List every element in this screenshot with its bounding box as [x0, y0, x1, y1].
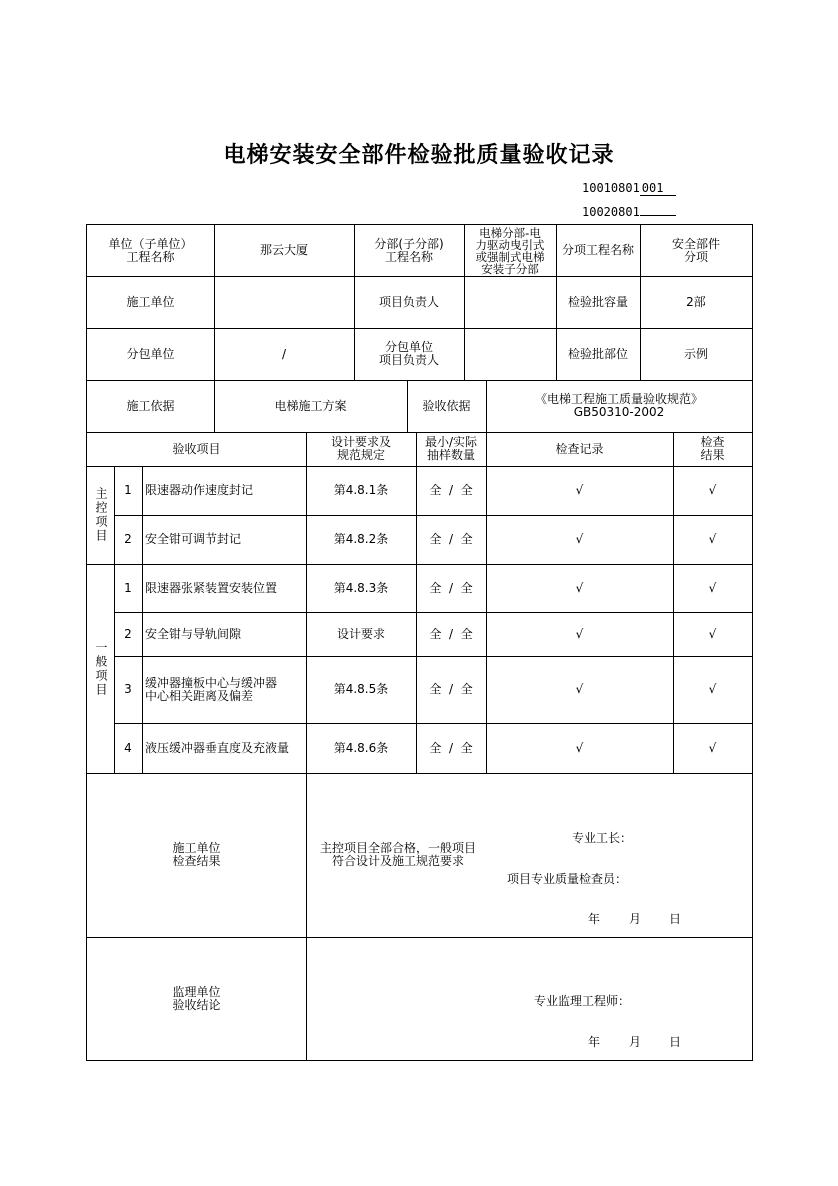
page-title: 电梯安装安全部件检验批质量验收记录	[223, 143, 615, 168]
row-sample-count: 全 / 全	[416, 612, 487, 657]
accept-value: 《电梯工程施工质量验收规范》 GB50310-2002	[486, 380, 753, 433]
division-value: 电梯分部-电 力驱动曳引式 或强制式电梯 安装子分部	[464, 224, 557, 277]
pm-label: 项目负责人	[354, 276, 465, 329]
col-item: 验收项目	[86, 432, 307, 467]
row-item-name: 安全钳与导轨间隙	[142, 612, 307, 657]
code-2-suffix	[640, 215, 676, 216]
row-number: 4	[114, 723, 143, 774]
supervision-engineer-label: 专业监理工程师：	[534, 994, 631, 1008]
contractor-label: 施工单位	[86, 276, 215, 329]
row-check-result: √	[673, 656, 753, 724]
part-label: 检验批部位	[556, 328, 641, 381]
row-check-record: √	[486, 564, 674, 613]
row-number: 2	[114, 612, 143, 657]
capacity-value: 2部	[640, 276, 753, 329]
supervision-date-day: 日	[669, 1035, 682, 1049]
row-check-result: √	[673, 723, 753, 774]
row-design-spec: 第4.8.6条	[306, 723, 417, 774]
basis-label: 施工依据	[86, 380, 215, 433]
row-check-record: √	[486, 466, 674, 516]
row-check-result: √	[673, 515, 753, 565]
row-check-record: √	[486, 723, 674, 774]
row-design-spec: 第4.8.3条	[306, 564, 417, 613]
pm-value	[464, 276, 557, 329]
sub-pm-label: 分包单位 项目负责人	[354, 328, 465, 381]
col-result: 检查 结果	[673, 432, 753, 467]
form-code-2: 10020801	[582, 205, 676, 219]
row-design-spec: 第4.8.1条	[306, 466, 417, 516]
row-design-spec: 第4.8.5条	[306, 656, 417, 724]
col-sample: 最小/实际 抽样数量	[416, 432, 487, 467]
row-item-name: 安全钳可调节封记	[142, 515, 307, 565]
check-date-day: 日	[669, 912, 682, 926]
row-number: 2	[114, 515, 143, 565]
inspector-label: 项目专业质量检查员：	[507, 872, 628, 886]
unit-value: 那云大厦	[214, 224, 355, 277]
check-date-year: 年	[588, 912, 601, 926]
row-check-record: √	[486, 656, 674, 724]
accept-label: 验收依据	[407, 380, 487, 433]
capacity-label: 检验批容量	[556, 276, 641, 329]
row-sample-count: 全 / 全	[416, 564, 487, 613]
row-check-result: √	[673, 612, 753, 657]
general-group-label: 一般项目	[86, 564, 115, 774]
contractor-value	[214, 276, 355, 329]
row-check-result: √	[673, 564, 753, 613]
row-item-name: 缓冲器撞板中心与缓冲器 中心相关距离及偏差	[142, 656, 307, 724]
form-code-1: 10010801 001	[582, 181, 676, 196]
row-item-name: 限速器动作速度封记	[142, 466, 307, 516]
row-design-spec: 设计要求	[306, 612, 417, 657]
row-number: 1	[114, 564, 143, 613]
row-design-spec: 第4.8.2条	[306, 515, 417, 565]
sub-label: 分包单位	[86, 328, 215, 381]
col-record: 检查记录	[486, 432, 674, 467]
basis-value: 电梯施工方案	[214, 380, 408, 433]
subitem-value: 安全部件 分项	[640, 224, 753, 277]
row-check-result: √	[673, 466, 753, 516]
supervision-label: 监理单位 验收结论	[86, 937, 307, 1061]
code-1-suffix: 001	[640, 181, 676, 196]
row-sample-count: 全 / 全	[416, 723, 487, 774]
supervision-date-month: 月	[629, 1035, 642, 1049]
check-result-text: 主控项目全部合格，一般项目 符合设计及施工规范要求	[319, 841, 476, 868]
row-item-name: 液压缓冲器垂直度及充液量	[142, 723, 307, 774]
row-check-record: √	[486, 515, 674, 565]
sub-value: /	[214, 328, 355, 381]
row-sample-count: 全 / 全	[416, 466, 487, 516]
sub-pm-value	[464, 328, 557, 381]
subitem-label: 分项工程名称	[556, 224, 641, 277]
row-check-record: √	[486, 612, 674, 657]
check-result-label: 施工单位 检查结果	[86, 773, 307, 938]
part-value: 示例	[640, 328, 753, 381]
unit-label: 单位（子单位） 工程名称	[86, 224, 215, 277]
row-number: 3	[114, 656, 143, 724]
supervision-date-year: 年	[588, 1035, 601, 1049]
row-item-name: 限速器张紧装置安装位置	[142, 564, 307, 613]
row-number: 1	[114, 466, 143, 516]
main-group-label: 主控项目	[86, 466, 115, 565]
row-sample-count: 全 / 全	[416, 515, 487, 565]
supervision-area	[306, 937, 753, 1061]
col-design: 设计要求及 规范规定	[306, 432, 417, 467]
check-date-month: 月	[629, 912, 642, 926]
foreman-label: 专业工长：	[572, 831, 633, 845]
row-sample-count: 全 / 全	[416, 656, 487, 724]
division-label: 分部(子分部) 工程名称	[354, 224, 465, 277]
